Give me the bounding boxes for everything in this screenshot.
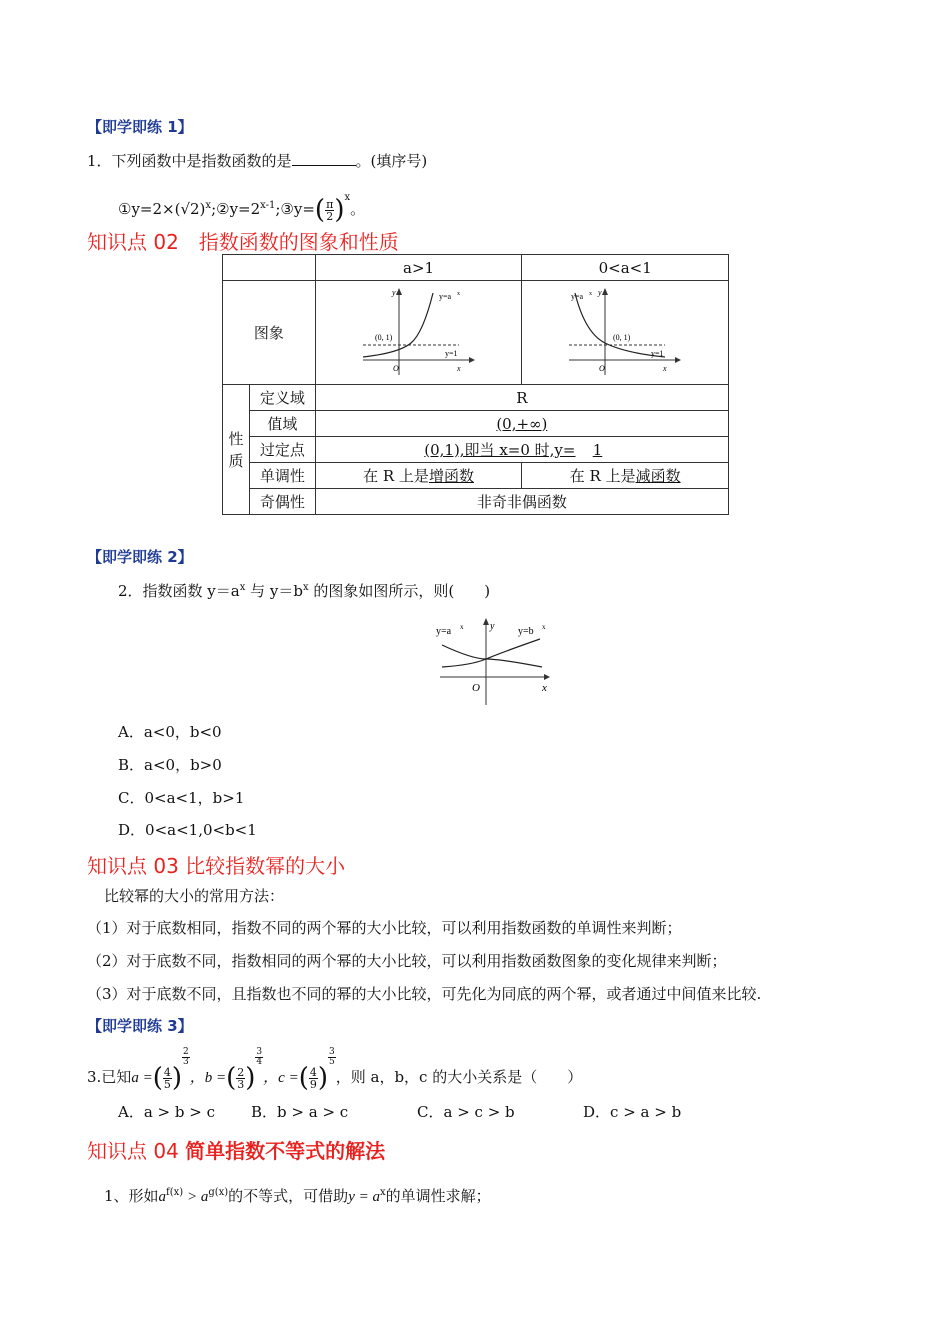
kp03-item-2: （2）对于底数不同，指数相同的两个幂的大小比较，可以利用指数函数图象的变化规律来判断； [87, 952, 727, 970]
svg-text:O: O [472, 682, 480, 694]
svg-text:y=a: y=a [571, 291, 584, 301]
graph-label: 图象 [223, 281, 316, 385]
practice2-option-c: C．0<a<1，b>1 [118, 789, 245, 807]
row-name-fixed-point: 过定点 [249, 437, 315, 463]
svg-text:O: O [392, 363, 399, 373]
svg-text:(0, 1): (0, 1) [613, 332, 631, 342]
kp03-intro: 比较幂的大小的常用方法： [104, 887, 285, 905]
graph-increasing [315, 281, 522, 385]
row-value-decreasing: 在 R 上是减函数 [522, 463, 729, 489]
row-name-range: 值域 [249, 411, 315, 437]
graph-label-left: y=a [436, 626, 452, 637]
svg-text:O: O [599, 363, 605, 373]
practice3-option-b: B．b > a > c [251, 1103, 349, 1121]
svg-text:y=1: y=1 [651, 348, 664, 358]
kp03-item-1: （1）对于底数相同，指数不同的两个幂的大小比较，可以利用指数函数的单调性来判断； [87, 919, 682, 937]
practice3-option-c: C．a > c > b [417, 1103, 515, 1121]
svg-text:x: x [456, 290, 460, 297]
row-name-monotonicity: 单调性 [249, 463, 315, 489]
row-value-domain: R [315, 385, 728, 411]
kp03-item-3: （3）对于底数不同，且指数也不同的幂的大小比较，可先化为同底的两个幂，或者通过中间值来比较. [87, 985, 762, 1003]
svg-text:y=a: y=a [438, 291, 451, 301]
row-value-range: (0,+∞) [315, 411, 728, 437]
table-corner [223, 255, 316, 281]
practice2-question: 2．指数函数 $y=a^x$ 与 $y=b^x$ 的图象如图所示，则( ) [118, 582, 491, 600]
kp04-line-1: 1、形如$a^{f(x)} > a^{g(x)}$的不等式，可借助$y = a^x$的单调性求解； [104, 1187, 491, 1205]
svg-text:y: y [490, 621, 495, 632]
practice-heading-2: 【即学即练 2】 [87, 548, 193, 566]
decreasing-exp-graph [565, 285, 685, 377]
practice2-option-d: D．0<a<1,0<b<1 [118, 821, 257, 839]
practice-heading-1: 【即学即练 1】 [87, 118, 193, 136]
practice3-option-d: D．c > a > b [583, 1103, 682, 1121]
practice2-option-b: B．a<0，b>0 [118, 756, 222, 774]
practice1-options: $①y=2\times(√2)^x;②y=2^{x-1};③y=$( $\frac{\pi}{2}$ )$^x$。 [118, 192, 366, 225]
kp02-title: 知识点 02 指数函数的图象和性质 [87, 230, 399, 254]
svg-text:x: x [589, 290, 593, 297]
practice3-option-a: A．a > b > c [118, 1103, 215, 1121]
increasing-exp-graph [359, 285, 479, 377]
svg-text:x: x [460, 623, 464, 631]
kp04-title: 知识点 04 简单指数不等式的解法 [87, 1139, 386, 1163]
row-value-parity: 非奇非偶函数 [315, 489, 728, 515]
svg-text:x: x [456, 363, 461, 373]
svg-text:y=1: y=1 [444, 348, 458, 358]
row-value-increasing: 在 R 上是增函数 [315, 463, 522, 489]
graph-decreasing [522, 281, 729, 385]
graph-label-right: y=b [518, 626, 534, 637]
properties-table [222, 254, 729, 515]
practice1-question: 1．下列函数中是指数函数的是 。(填序号) [87, 152, 428, 170]
svg-text:y: y [598, 287, 602, 297]
properties-side-label: 性 质 [223, 385, 250, 515]
row-name-parity: 奇偶性 [249, 489, 315, 515]
kp03-title: 知识点 03 比较指数幂的大小 [87, 854, 346, 878]
practice-heading-3: 【即学即练 3】 [87, 1017, 193, 1035]
practice2-graph [432, 615, 556, 707]
svg-text:x: x [542, 623, 546, 631]
svg-text:(0, 1): (0, 1) [374, 332, 392, 342]
answer-blank [292, 151, 356, 166]
row-value-fixed-point: (0,1),即当 x=0 时,y= 1 [315, 437, 728, 463]
svg-text:y: y [391, 287, 396, 297]
svg-text:x: x [542, 682, 547, 694]
svg-text:x: x [663, 363, 667, 373]
header-a-lt-1: 0<a<1 [522, 255, 729, 281]
practice2-option-a: A．a<0，b<0 [118, 723, 222, 741]
header-a-gt-1: a>1 [315, 255, 522, 281]
practice3-question: 3.已知a =( $\frac{4}{5}$ ) $\frac{2}{3}$ ，b =( $\frac{2}{3}$ ) $\frac{3}{4}$ ，c =( $\frac{4}{9}$ ) $\frac{3}{5}$ ，则 a，b，c 的大小关系是（ ） [87, 1047, 583, 1093]
row-name-domain: 定义域 [249, 385, 315, 411]
